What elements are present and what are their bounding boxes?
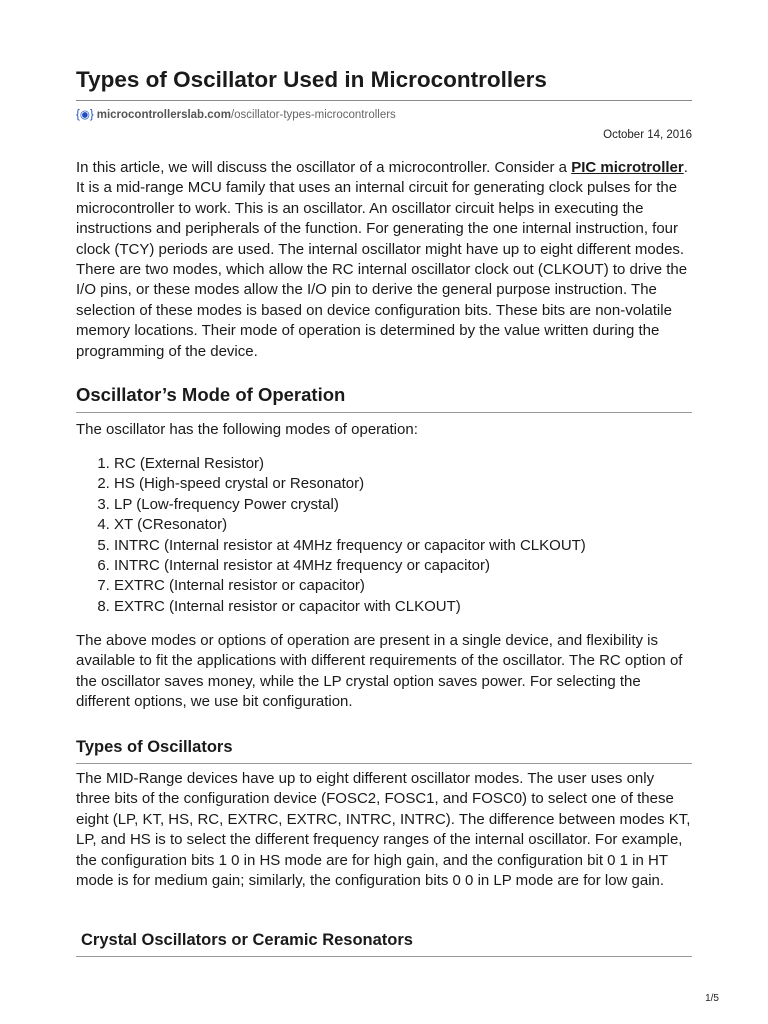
source-path[interactable]: /oscillator-types-microcontrollers [230,109,396,121]
list-item: 3. LP (Low-frequency Power crystal) [114,495,586,515]
source-url[interactable] [76,107,396,121]
list-item: 8. EXTRC (Internal resistor or capacitor with CLKOUT) [114,597,586,617]
intro-text-end: . It is a mid-range MCU family that uses an internal circuit for generating clock pulses for the microcontroller to work. This is an oscillator. An oscillator circuit helps in executing the instructions and peripherals of the function. For generating the one internal instruction, four clock (TCY) periods are used. The internal oscillator might have up to eight different modes. There are two modes, which allow the RC internal oscillator clock out (CLKOUT) to drive the I/O pins, or these modes allow the I/O pin to derive the general purpose instruction. The selection of these modes is based on device configuration bits. These bits are non-volatile memory locations. Their mode of operation is determined by the value written during the programming of the device. [76,159,688,360]
link-icon: {◉} [76,109,94,121]
types-paragraph: The MID-Range devices have up to eight different oscillator modes. The user uses only three bits of the configuration device (FOSC2, FOSC1, and FOSC0) to select one of these eight (LP, KT, HS, RC, EXTRC, EXTRC, INTRC, INTRC). The difference between modes KT, LP, and HS is to select the different frequency ranges of the internal oscillator. For example, the configuration bits 1 0 in HS mode are for high gain, and the configuration bit 0 1 in HT mode is for medium gain; similarly, the configuration bits 0 0 in LP mode are for low gain. [76,770,691,890]
source-domain[interactable]: microcontrollerslab.com [96,109,231,121]
list-item: 4. XT (CResonator) [114,515,586,535]
list-item: 6. INTRC (Internal resistor at 4MHz frequency or capacitor) [114,556,586,576]
intro-paragraph [76,158,692,362]
modes-paragraph: The above modes or options of operation are present in a single device, and flexibility is available to fit the applications with different requirements of the oscillator. The RC option of the oscillator saves money, while the LP crystal option saves power. For selecting the different options, we use bit configuration. [76,632,683,711]
pic-microcontroller-link[interactable]: PIC microtroller [571,159,684,176]
intro-text-start: In this article, we will discuss the oscillator of a microcontroller. Consider a [76,159,572,176]
section-heading-crystal: Crystal Oscillators or Ceramic Resonators [76,929,692,957]
page-number: 1/5 [705,993,719,1004]
list-item: 7. EXTRC (Internal resistor or capacitor) [114,576,586,596]
section-heading-modes: Oscillator’s Mode of Operation [76,382,692,413]
list-item: 1. RC (External Resistor) [114,454,586,474]
modes-lead-text: The oscillator has the following modes of operation: [76,421,418,438]
publish-date: October 14, 2016 [603,129,692,141]
section-heading-types: Types of Oscillators [76,736,692,764]
modes-list [76,454,586,617]
page-title: Types of Oscillator Used in Microcontrollers [76,66,692,101]
list-item: 2. HS (High-speed crystal or Resonator) [114,474,586,494]
list-item: 5. INTRC (Internal resistor at 4MHz frequency or capacitor with CLKOUT) [114,536,586,556]
